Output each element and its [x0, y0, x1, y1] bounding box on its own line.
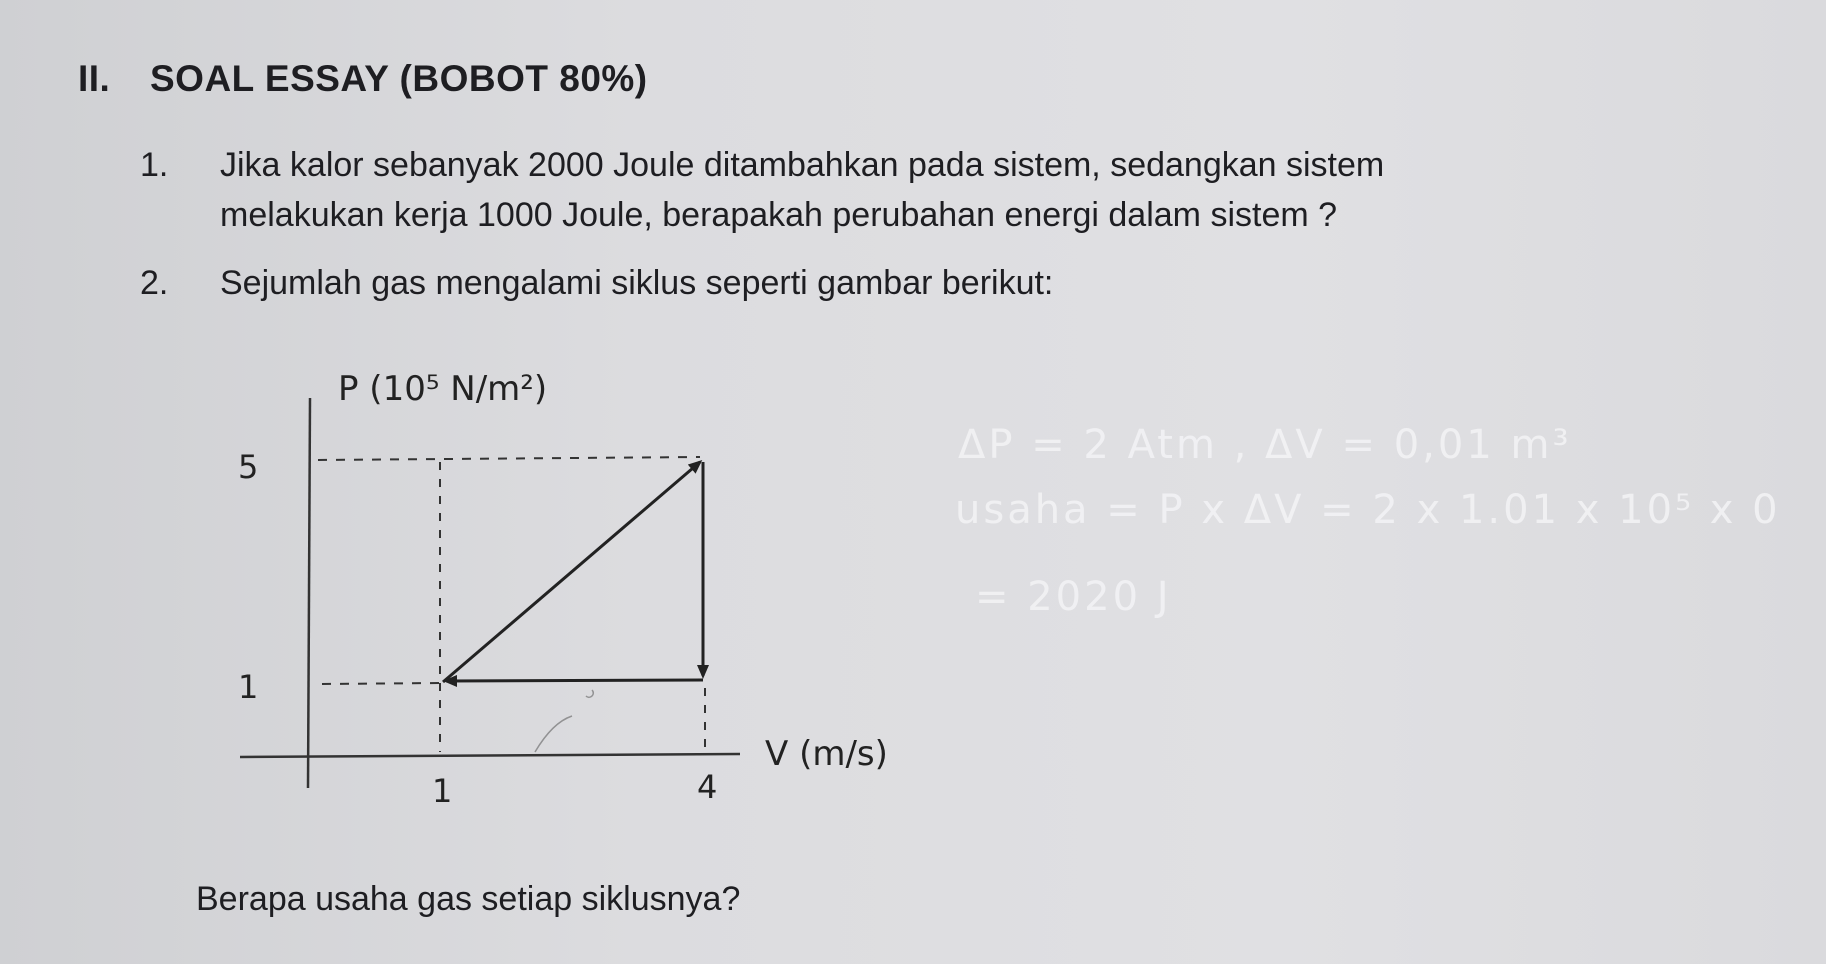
guide-p1 — [322, 683, 440, 684]
handwritten-note-3: = 2020 J — [975, 574, 1172, 620]
question-text-line-1: Jika kalor sebanyak 2000 Joule ditambahkan pada sistem, sedangkan sistem — [220, 146, 1385, 184]
closing-question: Berapa usaha gas setiap siklusnya? — [196, 880, 741, 918]
handwritten-note-1: ΔP = 2 Atm , ΔV = 0,01 m³ — [958, 422, 1572, 468]
section-number: II. — [78, 58, 111, 99]
x-tick-1: 1 — [432, 772, 453, 810]
question-text-line-1: Sejumlah gas mengalami siklus seperti gambar berikut: — [220, 264, 1054, 302]
x-axis — [240, 754, 740, 757]
question-text-line-2: melakukan kerja 1000 Joule, berapakah perubahan energi dalam sistem ? — [220, 196, 1338, 234]
pencil-mark — [535, 690, 593, 752]
question-number: 2. — [140, 264, 169, 302]
y-axis-label: P (10⁵ N/m²) — [338, 369, 548, 409]
question-number: 1. — [140, 146, 169, 184]
guide-p5 — [318, 457, 700, 460]
y-axis — [308, 398, 310, 788]
y-tick-1: 1 — [238, 668, 259, 706]
x-axis-label: V (m/s) — [765, 734, 888, 774]
cycle-horizontal — [446, 680, 703, 681]
cycle-diagonal — [443, 462, 700, 682]
x-tick-4: 4 — [697, 768, 718, 806]
y-tick-5: 5 — [238, 448, 259, 486]
handwritten-note-2: usaha = P x ΔV = 2 x 1.01 x 10⁵ x 0 — [955, 487, 1781, 533]
section-title: SOAL ESSAY (BOBOT 80%) — [150, 58, 648, 99]
